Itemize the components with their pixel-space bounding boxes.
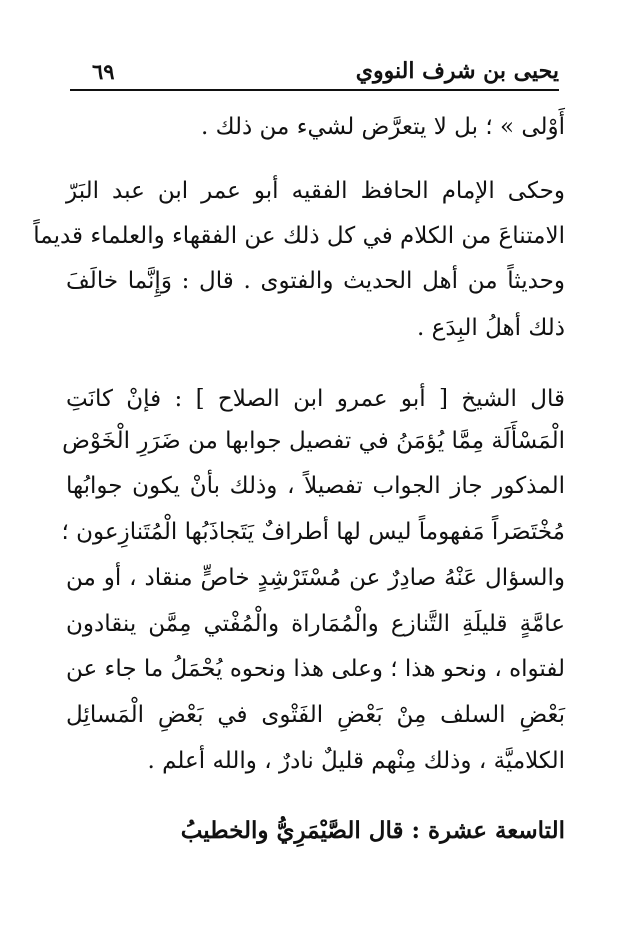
text-line: ذلك أهلُ البِدَع . xyxy=(417,315,565,341)
running-title: يحيى بن شرف النووي xyxy=(355,58,559,84)
text-line: أَوْلى » ؛ بل لا يتعرَّض لشيء من ذلك . xyxy=(200,114,565,140)
text-line: بَعْضِ السلف مِنْ بَعْضِ الفَتْوى في بَعْضِ الْمَسائِل xyxy=(66,702,565,728)
text-line: عامَّةٍ قليلَةِ التَّنازع والْمُمَاراة والْمُفْتي مِمَّن ينقادون xyxy=(66,611,565,637)
text-line: وحديثاً من أهل الحديث والفتوى . قال : وَإِنَّما خالَفَ xyxy=(66,268,565,294)
text-line: الْمَسْأَلَة مِمَّا يُؤمَنُ في تفصيل جوابها من ضَرَرِ الْخَوْض xyxy=(62,428,565,454)
page-header xyxy=(70,54,559,88)
section-heading-line: التاسعة عشرة : قال الصَّيْمَرِيُّ والخطيبُ xyxy=(180,817,565,844)
text-line: والسؤال عَنْهُ صادِرٌ عن مُسْتَرْشِدٍ خاصٍّ منقاد ، أو من xyxy=(66,565,565,591)
header-rule xyxy=(70,89,559,91)
text-line: الكلاميَّة ، وذلك مِنْهم قليلٌ نادرٌ ، والله أعلم . xyxy=(147,748,565,774)
text-line: وحكى الإمام الحافظ الفقيه أبو عمر ابن عبد البَرّ xyxy=(66,178,565,204)
text-line: قال الشيخ [ أبو عمرو ابن الصلاح ] : فإنْ كانَتِ xyxy=(66,386,565,412)
page-number: ٦٩ xyxy=(92,58,115,84)
text-line: المذكور جاز الجواب تفصيلاً ، وذلك بأنْ يكون جوابُها xyxy=(66,473,565,499)
text-line: لفتواه ، ونحو هذا ؛ وعلى هذا ونحوه يُحْمَلُ ما جاء عن xyxy=(66,656,565,682)
text-line: الامتناعَ من الكلام في كل ذلك عن الفقهاء والعلماء قديماً xyxy=(33,223,565,249)
text-line: مُخْتَصَراً مَفهوماً ليس لها أطرافٌ يَتَجاذَبُها الْمُتَنازِعون ؛ xyxy=(61,519,565,545)
